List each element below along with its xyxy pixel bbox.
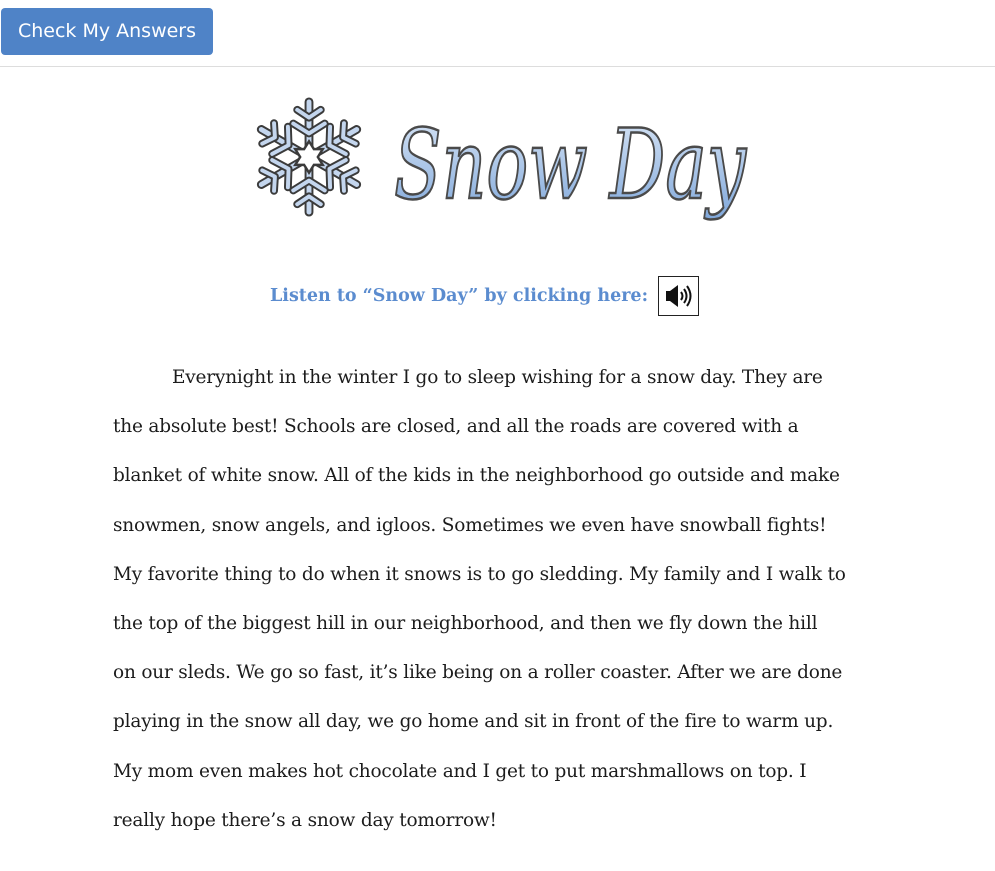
- toolbar: [0, 0, 995, 67]
- story-line: the absolute best! Schools are closed, and all the roads are covered with a: [113, 416, 799, 438]
- story-line: snowmen, snow angels, and igloos. Sometimes we even have snowball fights!: [113, 514, 827, 536]
- story-line: blanket of white snow. All of the kids in the neighborhood go outside and make: [113, 465, 840, 487]
- story-line: on our sleds. We go so fast, it’s like being on a roller coaster. After we are done: [113, 662, 843, 684]
- svg-text:Snow Day: Snow Day: [394, 109, 748, 221]
- story-line: Everynight in the winter I go to sleep wishing for a snow day. They are: [172, 367, 823, 388]
- check-my-answers-button[interactable]: Check My Answers: [1, 8, 213, 55]
- audio-play-button[interactable]: [658, 276, 699, 316]
- listen-label: Listen to “Snow Day” by clicking here:: [270, 286, 649, 306]
- story-line: My favorite thing to do when it snows is to go sledding. My family and I walk to: [113, 563, 846, 585]
- snowflake-icon: [250, 94, 368, 220]
- story-line: really hope there’s a snow day tomorrow!: [113, 809, 497, 831]
- snow-day-title: [390, 100, 760, 235]
- story-line: the top of the biggest hill in our neighborhood, and then we fly down the hill: [113, 612, 818, 634]
- speaker-icon: [664, 283, 694, 309]
- listen-row: [270, 275, 699, 317]
- story-passage: [113, 353, 883, 845]
- story-line: playing in the snow all day, we go home and sit in front of the fire to warm up.: [113, 711, 834, 733]
- story-line: My mom even makes hot chocolate and I get to put marshmallows on top. I: [113, 760, 807, 782]
